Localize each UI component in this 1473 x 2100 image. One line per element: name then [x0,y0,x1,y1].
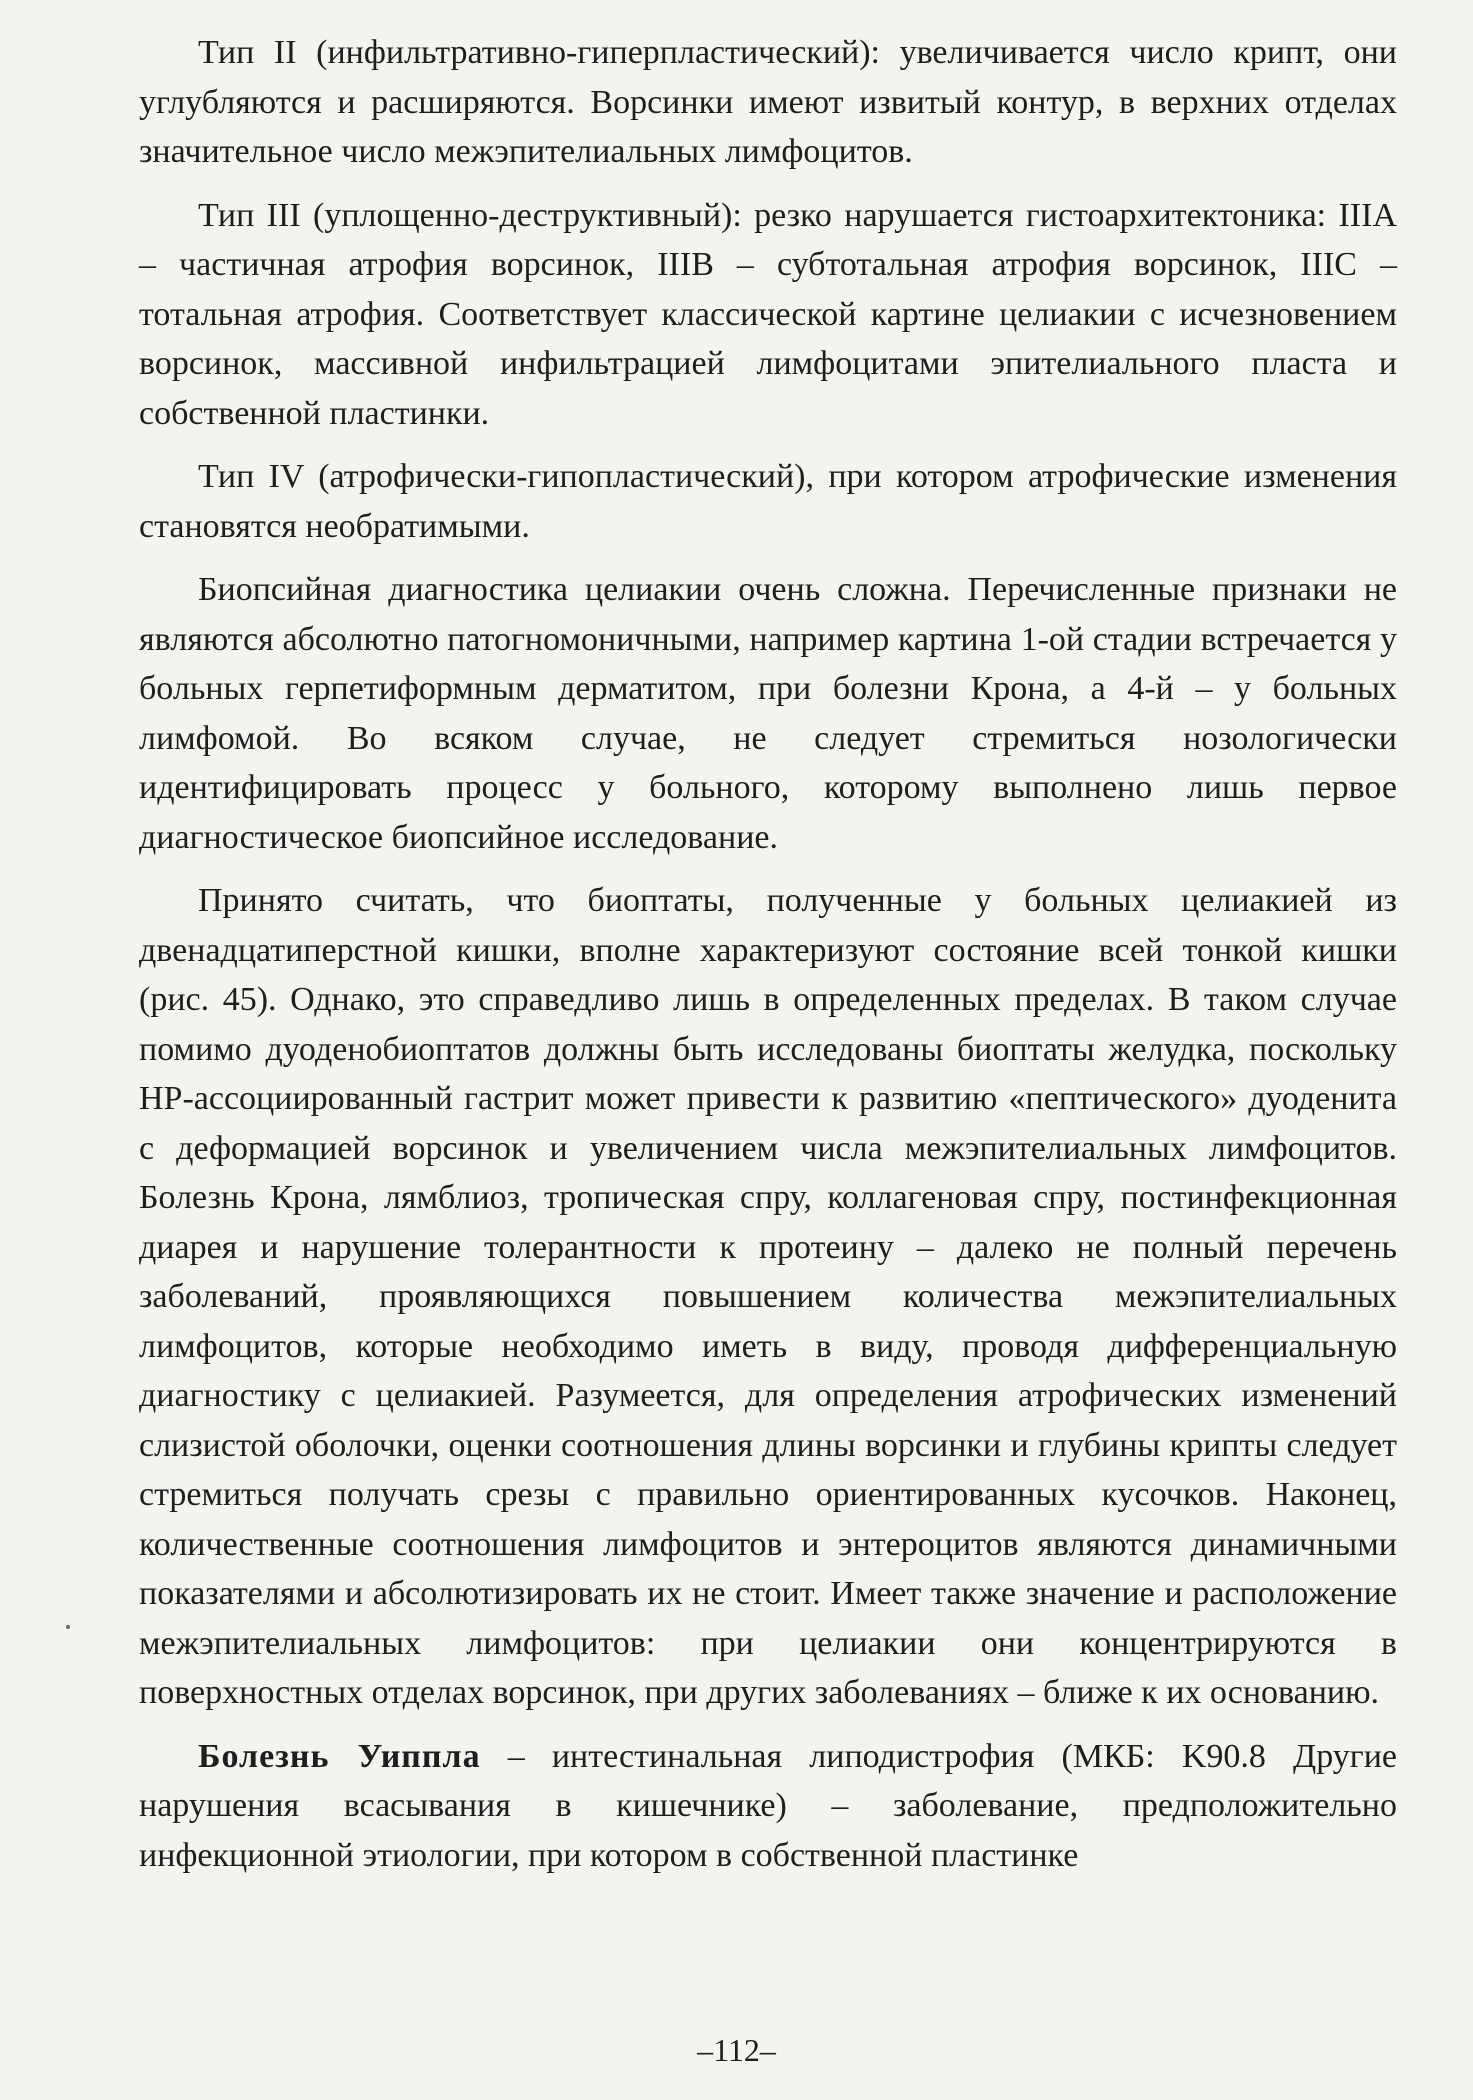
term-heading: Болезнь Уиппла [198,1737,481,1775]
text-column [139,28,1397,1894]
paragraph-text: Тип II (инфильтративно-гиперпластический): увеличивается число крипт, они углубляются и расширяются. Ворсинки имеют извитый контур, в верхних отделах значительное число межэпителиальных лимфоцитов. [139,34,1397,170]
paragraph-whipple-disease [139,1732,1397,1881]
paragraph-type-2 [139,28,1397,177]
paragraph-text: Биопсийная диагностика целиакии очень сложна. Перечисленные признаки не являются абсолютно патогномоничными, например картина 1-ой стадии встречается у больных герпетиформным дерматитом, при болезни Крона, а 4-й – у больных лимфомой. Во всяком случае, не следует стремиться нозологически идентифицировать процесс у больного, которому выполнено лишь первое диагностическое биопсийное исследование. [139,571,1397,856]
paragraph-type-4 [139,452,1397,551]
paragraph-text: Принято считать, что биоптаты, полученные у больных целиакией из двенадцатиперстной кишки, вполне характеризуют состояние всей тонкой кишки (рис. 45). Однако, это справедливо лишь в определенных пределах. В таком случае помимо дуоденобиоптатов должны быть исследованы биоптаты желудка, поскольку HP-ассоциированный гастрит может привести к развитию «пептического» дуоденита с деформацией ворсинок и увеличением числа межэпителиальных лимфоцитов. Болезнь Крона, лямблиоз, тропическая спру, коллагеновая спру, постинфекционная диарея и нарушение толерантности к протеину – далеко не полный перечень заболеваний, проявляющихся повышением количества межэпителиальных лимфоцитов, которые необходимо иметь в виду, проводя дифференциальную диагностику с целиакией. Разумеется, для определения атрофических изменений слизистой оболочки, оценки соотношения длины ворсинки и глубины крипты следует стремиться получать срезы с правильно ориентированных кусочков. Наконец, количественные соотношения лимфоцитов и энтероцитов являются динамичными показателями и абсолютизировать их не стоит. Имеет также значение и расположение межэпителиальных лимфоцитов: при целиакии они концентрируются в поверхностных отделах ворсинок, при других заболеваниях – ближе к их основанию. [139,882,1397,1711]
paragraph-biopsy-diagnostics [139,565,1397,862]
scan-speck [66,1625,70,1629]
page-number: –112– [697,2032,776,2068]
paragraph-type-3 [139,191,1397,439]
paragraph-text: – интестинальная липодистрофия (МКБ: K90.8 Другие нарушения всасывания в кишечнике) – заболевание, предположительно инфекционной этиологии, при котором в собственной пластинке [139,1737,1397,1874]
paragraph-text: Тип III (уплощенно-деструктивный): резко нарушается гистоархитектоника: IIIA – частичная атрофия ворсинок, IIIB – субтотальная атрофия ворсинок, IIIC – тотальная атрофия. Соответствует классической картине целиакии с исчезновением ворсинок, массивной инфильтрацией лимфоцитами эпителиального пласта и собственной пластинки. [139,196,1397,432]
paragraph-text: Тип IV (атрофически-гипопластический), при котором атрофические изменения становятся необратимыми. [139,458,1397,545]
paragraph-biopsy-interpretation [139,876,1397,1718]
